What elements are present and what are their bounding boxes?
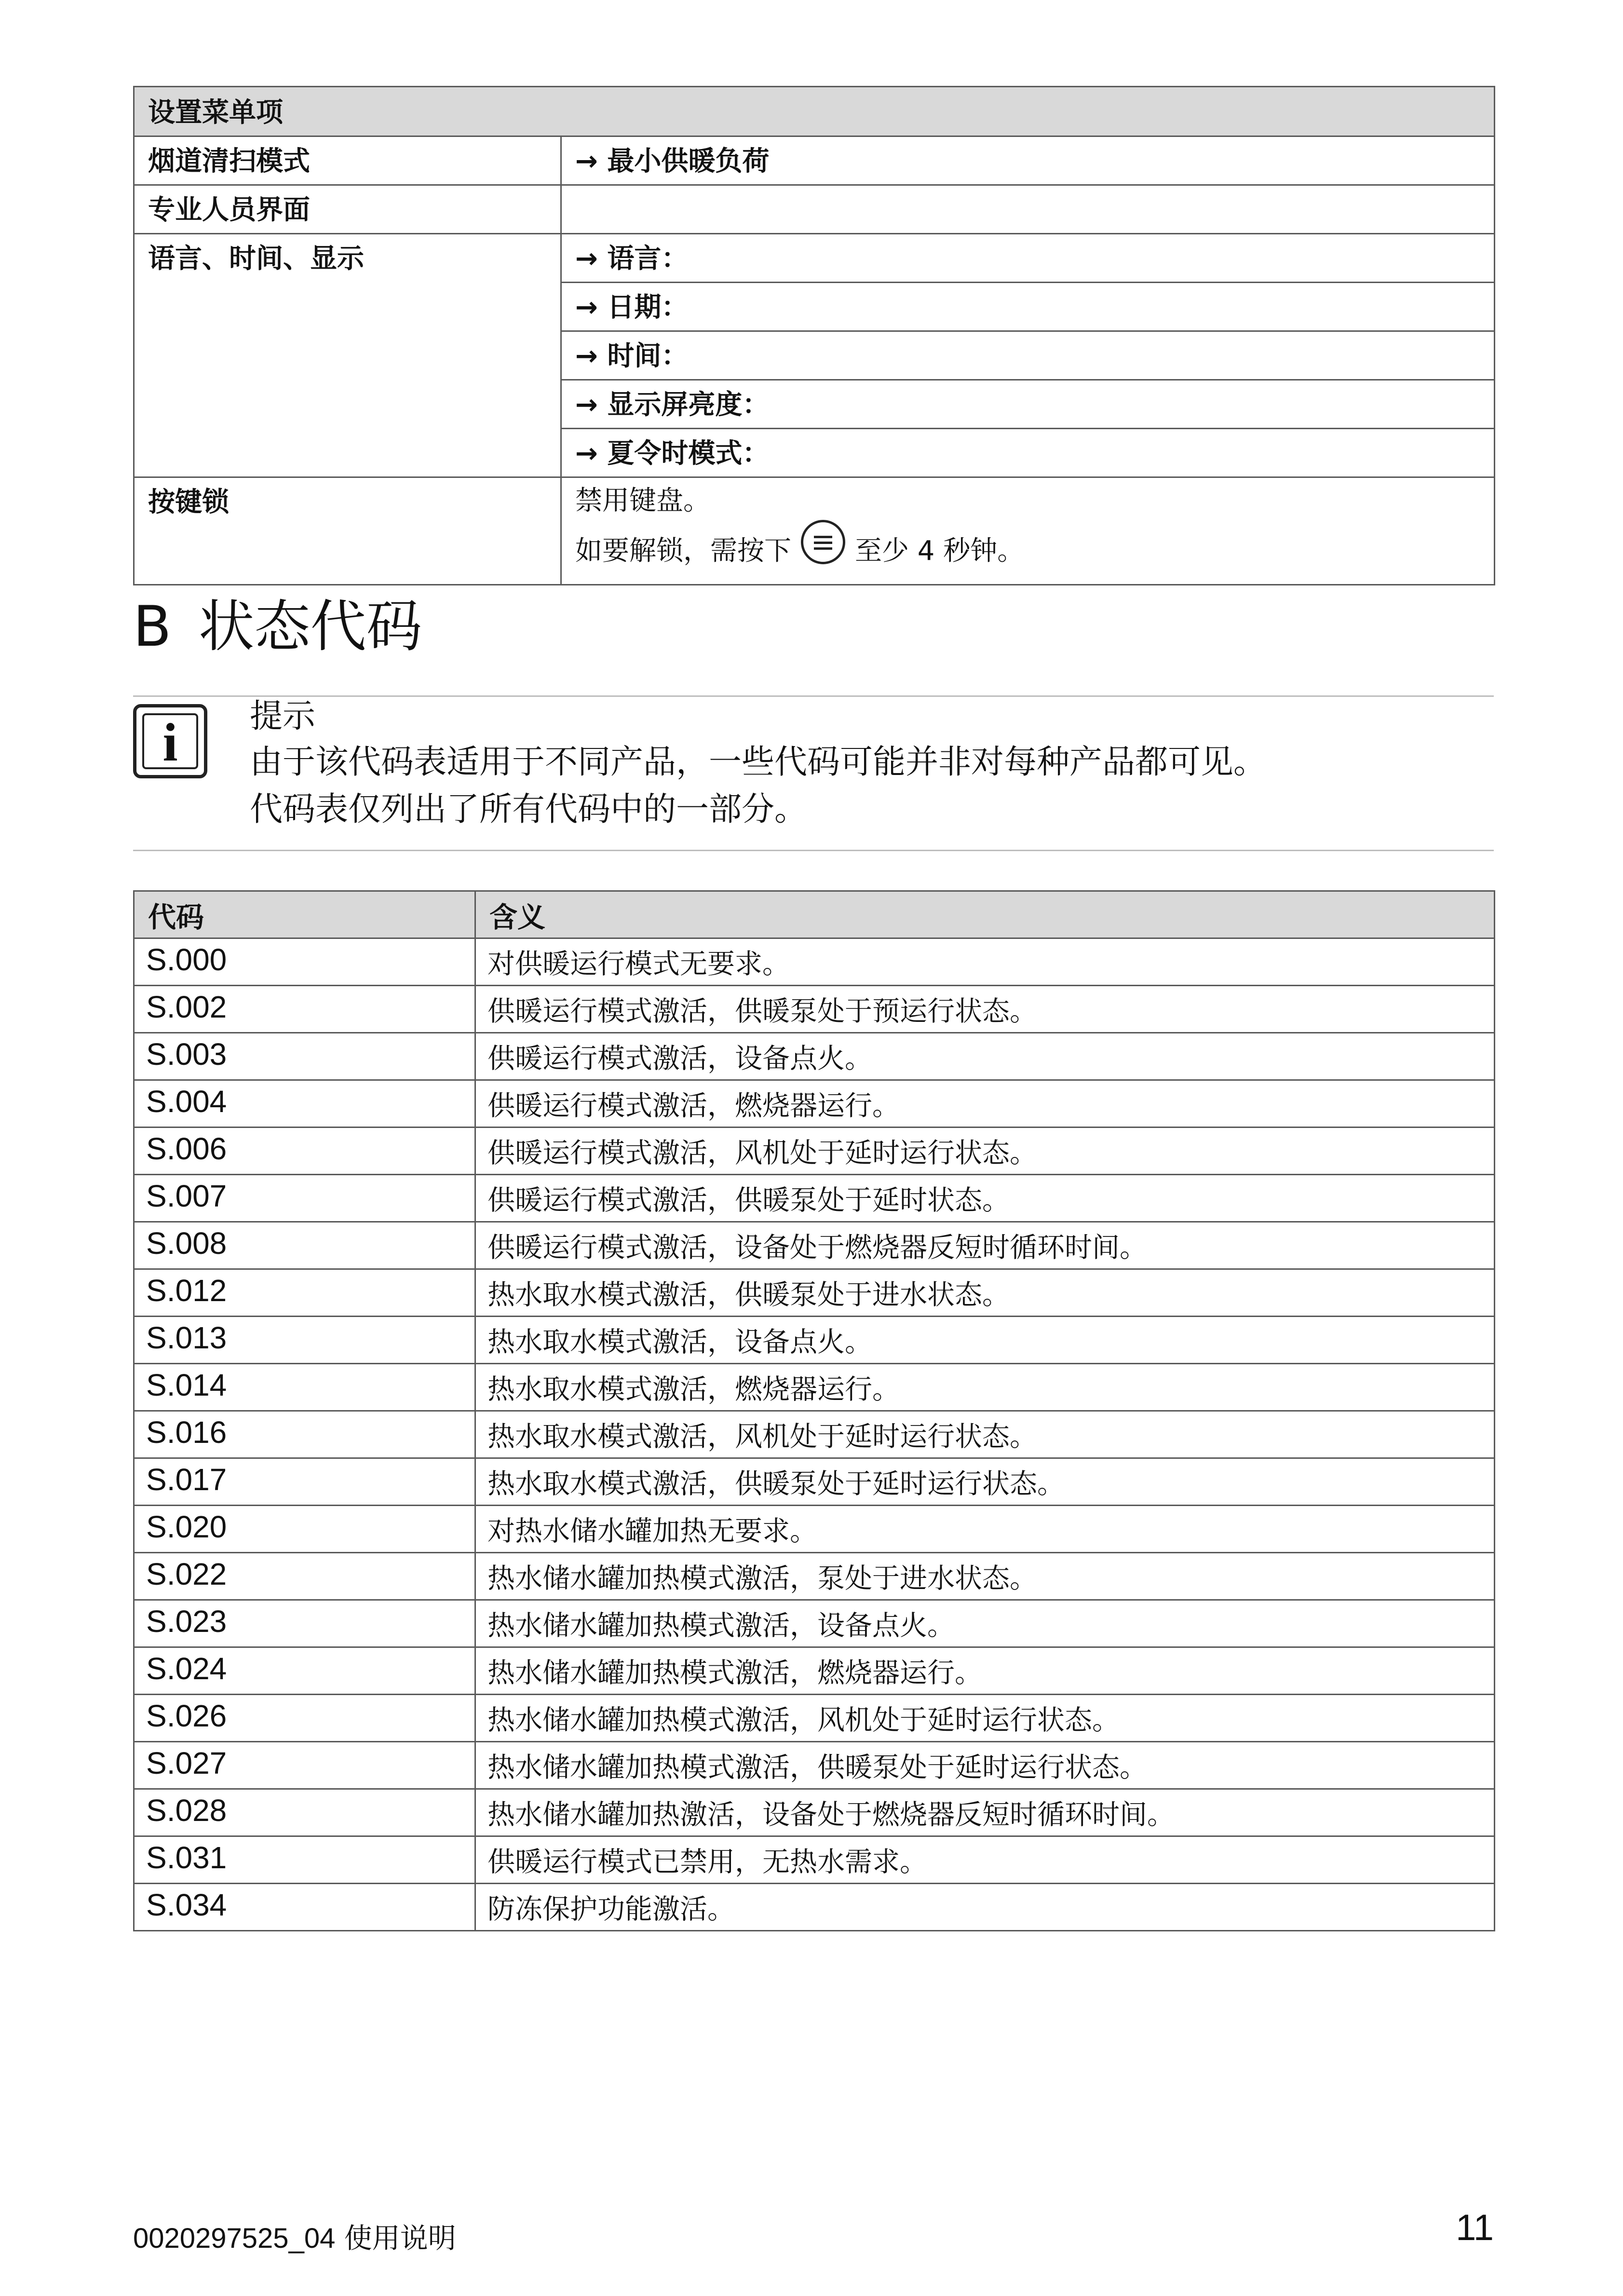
section-heading <box>133 588 422 666</box>
status-code: S.007 <box>134 1175 475 1222</box>
status-code: S.006 <box>134 1128 475 1175</box>
status-meaning: 热水取水模式激活，供暖泵处于延时运行状态。 <box>475 1458 1495 1506</box>
status-code: S.024 <box>134 1647 475 1695</box>
table-row <box>134 1364 1495 1411</box>
section-title: 状态代码 <box>198 594 422 659</box>
table-row <box>134 185 1495 234</box>
status-code: S.017 <box>134 1458 475 1506</box>
settings-menu-table <box>133 86 1495 585</box>
table-row <box>134 136 1495 185</box>
status-meaning: 热水储水罐加热激活，设备处于燃烧器反短时循环时间。 <box>475 1789 1495 1836</box>
row-value: → 夏令时模式： <box>561 429 1495 477</box>
table-row <box>134 986 1495 1033</box>
status-code: S.014 <box>134 1364 475 1411</box>
status-meaning: 供暖运行模式激活，风机处于延时运行状态。 <box>475 1128 1495 1175</box>
table-row <box>134 1411 1495 1458</box>
table-row <box>134 477 1495 585</box>
table-row <box>134 1600 1495 1647</box>
key-lock-text-after: 至少 4 秒钟。 <box>855 535 1025 567</box>
notice-line: 代码表仅列出了所有代码中的一部分。 <box>250 790 808 829</box>
status-meaning: 热水取水模式激活，设备点火。 <box>475 1317 1495 1364</box>
table-row <box>134 1506 1495 1553</box>
row-value: → 最小供暖负荷 <box>561 136 1495 185</box>
row-label: 烟道清扫模式 <box>134 136 561 185</box>
row-label: 按键锁 <box>134 477 561 585</box>
info-icon-glyph: i <box>142 713 198 769</box>
status-meaning: 供暖运行模式已禁用，无热水需求。 <box>475 1836 1495 1884</box>
table-row <box>134 234 1495 283</box>
notice-bottom-divider <box>133 850 1494 851</box>
status-table-body <box>134 938 1495 1931</box>
status-meaning: 供暖运行模式激活，供暖泵处于预运行状态。 <box>475 986 1495 1033</box>
table-row <box>134 1128 1495 1175</box>
status-meaning: 热水取水模式激活，风机处于延时运行状态。 <box>475 1411 1495 1458</box>
table-row <box>134 1175 1495 1222</box>
table-row <box>134 1695 1495 1742</box>
status-code: S.031 <box>134 1836 475 1884</box>
table-row <box>134 1080 1495 1128</box>
status-code: S.020 <box>134 1506 475 1553</box>
table-row <box>134 1553 1495 1600</box>
table-header-row <box>134 891 1495 938</box>
status-meaning: 对热水储水罐加热无要求。 <box>475 1506 1495 1553</box>
status-code: S.027 <box>134 1742 475 1789</box>
status-code: S.004 <box>134 1080 475 1128</box>
info-icon <box>133 704 207 778</box>
status-meaning: 热水储水罐加热模式激活，泵处于进水状态。 <box>475 1553 1495 1600</box>
table-row <box>134 1836 1495 1884</box>
row-value: → 显示屏亮度： <box>561 380 1495 429</box>
status-meaning: 供暖运行模式激活，供暖泵处于延时状态。 <box>475 1175 1495 1222</box>
status-code: S.022 <box>134 1553 475 1600</box>
status-code: S.013 <box>134 1317 475 1364</box>
key-lock-line-2 <box>575 527 1480 575</box>
status-meaning: 热水储水罐加热模式激活，燃烧器运行。 <box>475 1647 1495 1695</box>
table-row <box>134 1647 1495 1695</box>
table-row <box>134 1269 1495 1317</box>
menu-button-icon <box>801 520 845 564</box>
row-value: → 语言： <box>561 234 1495 283</box>
status-code-table <box>133 890 1495 1931</box>
status-code: S.026 <box>134 1695 475 1742</box>
status-code: S.023 <box>134 1600 475 1647</box>
status-meaning: 供暖运行模式激活，设备处于燃烧器反短时循环时间。 <box>475 1222 1495 1269</box>
table-row <box>134 1222 1495 1269</box>
footer-doc-number: 0020297525_04 <box>133 2223 336 2254</box>
table-row <box>134 1458 1495 1506</box>
row-value <box>561 477 1495 585</box>
row-label: 专业人员界面 <box>134 185 561 234</box>
row-value: → 日期： <box>561 283 1495 331</box>
notice-title: 提示 <box>250 697 316 735</box>
table-row <box>134 1884 1495 1931</box>
table-row <box>134 938 1495 986</box>
row-value: → 时间： <box>561 331 1495 380</box>
status-code: S.028 <box>134 1789 475 1836</box>
status-code: S.003 <box>134 1033 475 1080</box>
table-row <box>134 1742 1495 1789</box>
status-meaning: 防冻保护功能激活。 <box>475 1884 1495 1931</box>
footer-doc-type: 使用说明 <box>344 2222 456 2255</box>
table-row <box>134 1033 1495 1080</box>
key-lock-line-1: 禁用键盘。 <box>575 485 710 516</box>
footer-document-info <box>133 2215 456 2256</box>
column-header-meaning: 含义 <box>475 891 1495 938</box>
status-code: S.000 <box>134 938 475 986</box>
notice <box>250 694 1266 833</box>
status-code: S.012 <box>134 1269 475 1317</box>
status-code: S.016 <box>134 1411 475 1458</box>
section-letter: B <box>133 594 172 659</box>
column-header-code: 代码 <box>134 891 475 938</box>
settings-table-header: 设置菜单项 <box>134 87 1495 136</box>
row-value <box>561 185 1495 234</box>
table-row <box>134 1317 1495 1364</box>
page-number: 11 <box>1456 2207 1494 2248</box>
status-meaning: 热水储水罐加热模式激活，设备点火。 <box>475 1600 1495 1647</box>
table-row <box>134 1789 1495 1836</box>
key-lock-text-before: 如要解锁，需按下 <box>575 535 791 567</box>
status-code: S.002 <box>134 986 475 1033</box>
status-meaning: 热水储水罐加热模式激活，风机处于延时运行状态。 <box>475 1695 1495 1742</box>
status-meaning: 供暖运行模式激活，燃烧器运行。 <box>475 1080 1495 1128</box>
row-label: 语言、时间、显示 <box>134 234 561 477</box>
status-code: S.034 <box>134 1884 475 1931</box>
status-code: S.008 <box>134 1222 475 1269</box>
notice-line: 由于该代码表适用于不同产品，一些代码可能并非对每种产品都可见。 <box>250 743 1267 781</box>
status-meaning: 对供暖运行模式无要求。 <box>475 938 1495 986</box>
status-meaning: 热水取水模式激活，供暖泵处于进水状态。 <box>475 1269 1495 1317</box>
status-meaning: 供暖运行模式激活，设备点火。 <box>475 1033 1495 1080</box>
status-meaning: 热水储水罐加热模式激活，供暖泵处于延时运行状态。 <box>475 1742 1495 1789</box>
status-meaning: 热水取水模式激活，燃烧器运行。 <box>475 1364 1495 1411</box>
